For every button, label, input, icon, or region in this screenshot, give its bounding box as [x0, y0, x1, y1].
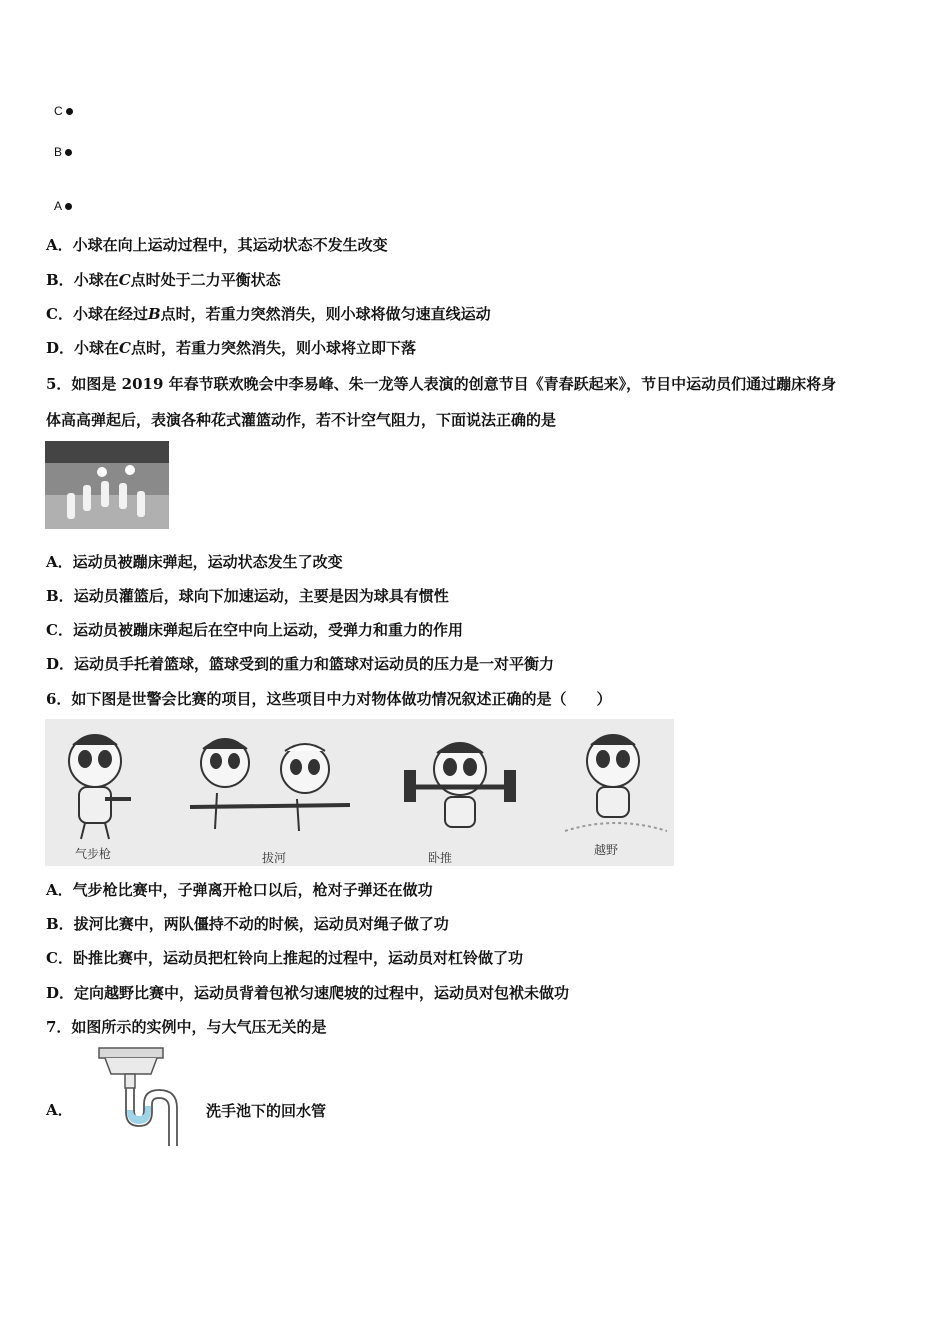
panel-label-bench-press: 卧推 [428, 851, 453, 865]
panel-label-air-rifle: 气步枪 [75, 847, 112, 861]
cross-country-panda [565, 735, 667, 831]
panda-sports-drawing [45, 719, 674, 866]
q7-option-a-letter: A． [46, 1101, 73, 1119]
q4-option-d: D．小球在C点时，若重力突然消失，则小球将立即下落 [46, 339, 416, 357]
point-b-dot [65, 149, 72, 156]
q5-stem-line1: 5．如图是 2019 年春节联欢晚会中李易峰、朱一龙等人表演的创意节目《青春跃起来》，节目中运动员们通过蹦床将身 [46, 375, 837, 393]
q6-option-b: B．拔河比赛中，两队僵持不动的时候，运动员对绳子做了功 [46, 915, 449, 933]
q5-option-b: B．运动员灌篮后，球向下加速运动，主要是因为球具有惯性 [46, 587, 449, 605]
q5-stem-line2: 体高高弹起后，表演各种花式灌篮动作，若不计空气阻力，下面说法正确的是 [46, 411, 557, 429]
air-rifle-panda [69, 735, 131, 839]
trampoline-performance-photo [45, 441, 169, 529]
tug-of-war-pandas [190, 739, 350, 831]
q4-option-b: B．小球在C点时处于二力平衡状态 [46, 271, 281, 289]
point-c-dot [66, 108, 73, 115]
q7-option-a-caption: 洗手池下的回水管 [206, 1102, 327, 1120]
q5-option-a: A．运动员被蹦床弹起，运动状态发生了改变 [46, 553, 343, 571]
q6-option-c: C．卧推比赛中，运动员把杠铃向上推起的过程中，运动员对杠铃做了功 [46, 949, 523, 967]
panel-label-cross-country: 越野 [594, 843, 619, 857]
point-c-label: C [54, 104, 73, 118]
sink-trap-drain-icon [97, 1046, 183, 1146]
bench-press-panda [405, 743, 515, 827]
q6-stem: 6．如下图是世警会比赛的项目，这些项目中力对物体做功情况叙述正确的是（ ） [46, 690, 612, 708]
q6-option-a: A．气步枪比赛中，子弹离开枪口以后，枪对子弹还在做功 [46, 881, 433, 899]
point-a-label: A [54, 199, 72, 213]
panel-label-tug-of-war: 拔河 [262, 851, 287, 865]
point-a-dot [65, 203, 72, 210]
q5-option-c: C．运动员被蹦床弹起后在空中向上运动，受弹力和重力的作用 [46, 621, 463, 639]
q5-option-d: D．运动员手托着篮球，篮球受到的重力和篮球对运动员的压力是一对平衡力 [46, 655, 555, 673]
q7-stem: 7．如图所示的实例中，与大气压无关的是 [46, 1018, 327, 1036]
q4-option-a: A．小球在向上运动过程中，其运动状态不发生改变 [46, 236, 388, 254]
point-b-label: B [54, 145, 72, 159]
q6-option-d: D．定向越野比赛中，运动员背着包袱匀速爬坡的过程中，运动员对包袱未做功 [46, 984, 570, 1002]
police-games-events-illustration [45, 719, 674, 866]
q4-option-c: C．小球在经过B点时，若重力突然消失，则小球将做匀速直线运动 [46, 305, 491, 323]
